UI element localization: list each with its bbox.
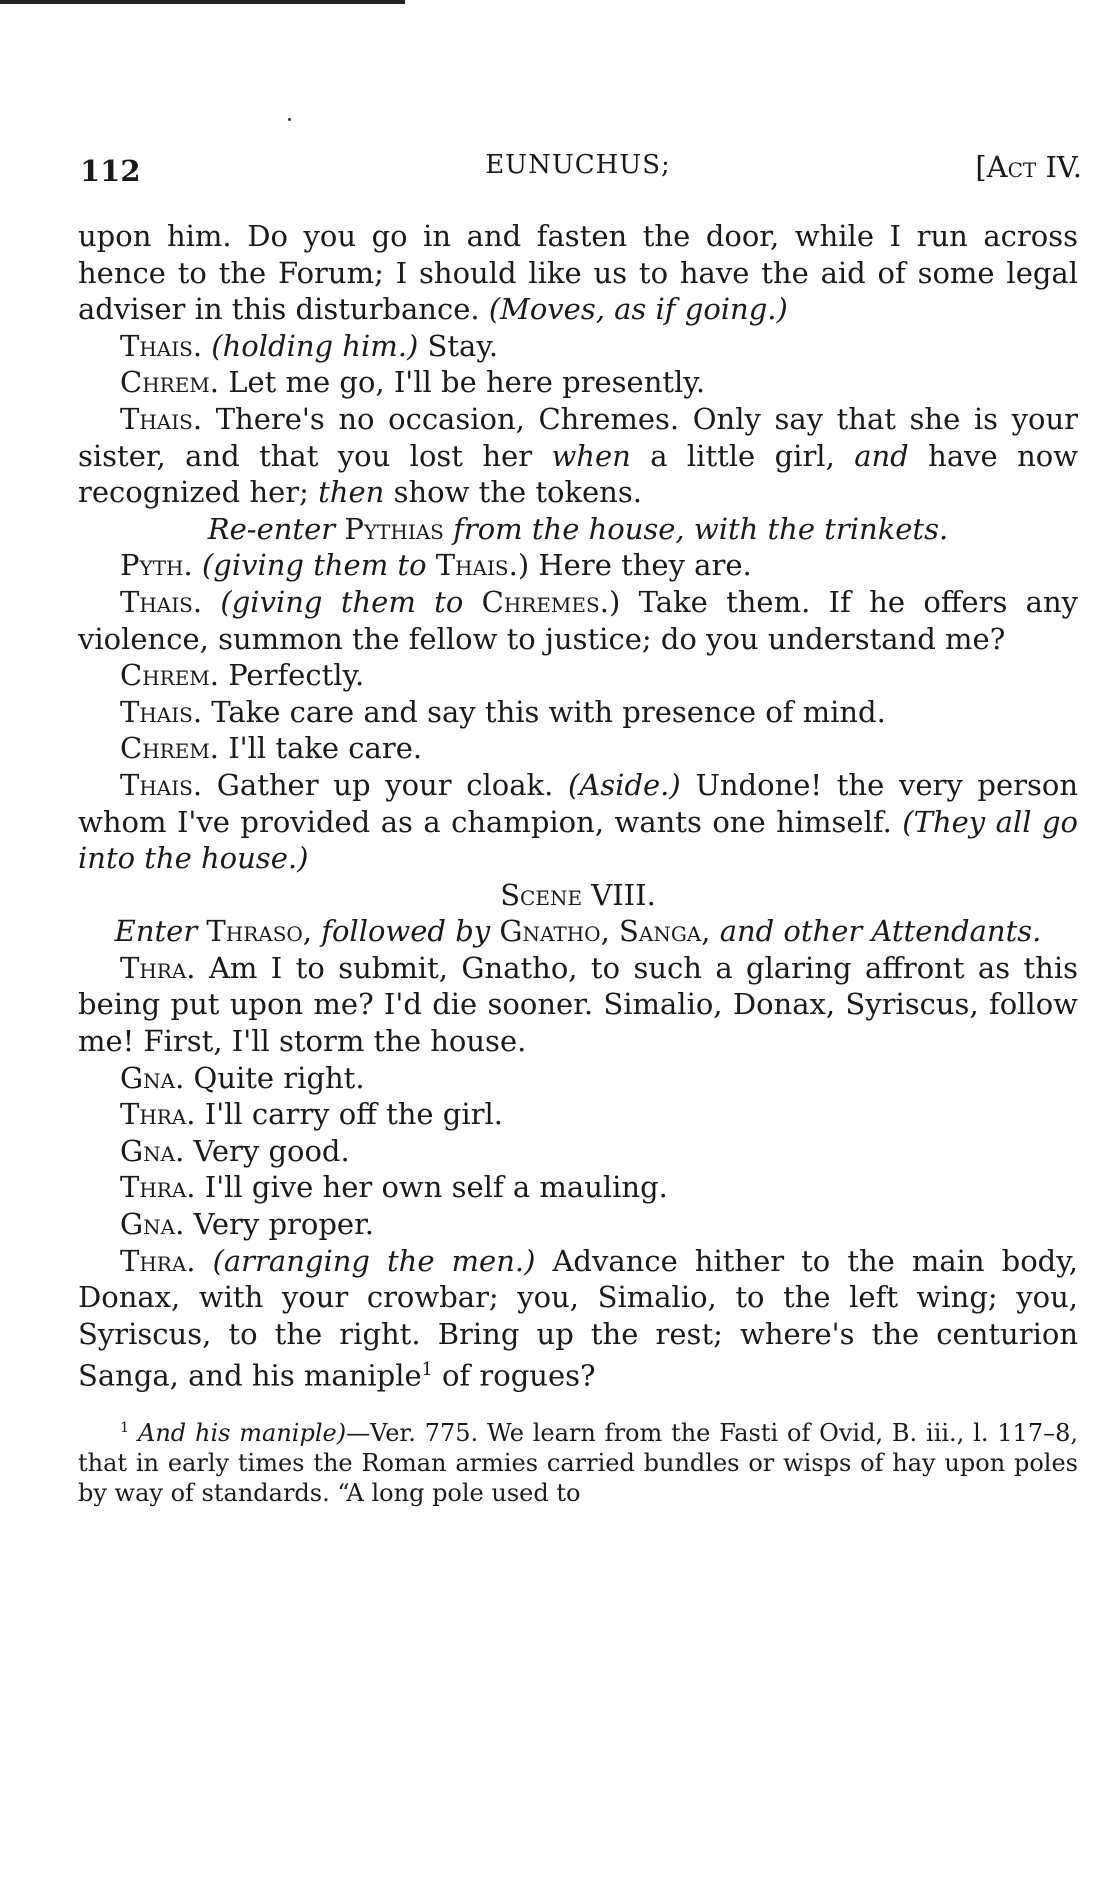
speech-text: Take care and say this with presence of mind. xyxy=(211,694,886,729)
speaker-name: Chrem. xyxy=(120,365,219,400)
speech xyxy=(78,694,1078,731)
speech-text: a little girl, xyxy=(650,438,835,473)
speaker-name: Gna. xyxy=(120,1133,185,1168)
speech-text: Gather up your cloak. xyxy=(216,767,554,802)
speech-text: Am I to submit, Gnatho, to such a glaring affront as this being put upon me? I'd die sooner. Simalio, Donax, Syriscus, follow me! First, I'll storm the house. xyxy=(78,950,1079,1059)
character-name: Chremes. xyxy=(481,584,609,619)
speech xyxy=(78,547,1078,584)
speaker-name: Gna. xyxy=(120,1207,185,1242)
speech-text: I'll take care. xyxy=(228,731,423,766)
scene-heading: Scene VIII. xyxy=(500,877,656,912)
speech-text: of rogues? xyxy=(441,1359,596,1394)
speech-text: Undone! the very person whom I've provided as a champion, wants one himself. xyxy=(78,767,1079,839)
footnote-text: —Ver. 775. We learn from the Fasti of Ovid, B. iii., l. 117–8, that in early times the Roman armies carried bundles or wisps of hay upon poles by way of standards. “A long pole used to xyxy=(78,1418,1078,1507)
character-name: Thais. xyxy=(435,548,518,583)
speaker-name: Thais. xyxy=(120,767,203,802)
stage-direction: (arranging the men.) xyxy=(212,1243,536,1278)
speech-text: Quite right. xyxy=(193,1060,365,1095)
running-title: EUNUCHUS; xyxy=(485,150,671,180)
speaker-name: Gna. xyxy=(120,1060,185,1095)
stage-direction: from the house, with the trinkets. xyxy=(453,511,949,546)
emphasis: when xyxy=(551,438,631,473)
speech-text: Perfectly. xyxy=(228,658,365,693)
speaker-name: Thra. xyxy=(120,1170,196,1205)
stage-direction: (They all go into the house.) xyxy=(78,804,1078,876)
stage-direction: and other Attendants. xyxy=(719,914,1042,949)
speaker-name: Thais. xyxy=(120,584,203,619)
punctuation: ) xyxy=(517,548,530,583)
page-number: 112 xyxy=(80,154,141,188)
speech xyxy=(78,1060,1078,1097)
speech xyxy=(78,1169,1078,1206)
stage-direction: (giving them to xyxy=(220,584,464,619)
punctuation: ) xyxy=(608,584,621,619)
act-reference: [Act IV. xyxy=(975,150,1082,184)
stage-direction: (Moves, as if going.) xyxy=(488,292,788,327)
footnote-lemma: And his maniple) xyxy=(138,1418,347,1447)
speaker-name: Thra. xyxy=(120,1243,196,1278)
speech xyxy=(78,767,1078,877)
speech-text: show the tokens. xyxy=(393,475,642,510)
speech-text: Let me go, I'll be here presently. xyxy=(228,365,706,400)
footnote-reference: 1 xyxy=(421,1360,433,1381)
entrance-direction xyxy=(78,511,1078,548)
stage-direction: (holding him.) xyxy=(211,328,419,363)
speech xyxy=(78,657,1078,694)
speaker-name: Thais. xyxy=(120,328,203,363)
stage-direction: Enter xyxy=(114,914,198,949)
entrance-direction xyxy=(78,913,1078,950)
running-header xyxy=(78,150,1082,200)
character-name: Thraso, xyxy=(206,914,313,949)
speech-text: Advance hither to the main body, Donax, with your crowbar; you, Simalio, to the left wing; you, Syriscus, to the right. Bring up the rest; where's the centurion Sanga, and his maniple xyxy=(78,1243,1078,1394)
character-name: Pythias xyxy=(344,511,444,546)
footnote-marker: 1 xyxy=(120,1419,130,1436)
speaker-name: Pyth. xyxy=(120,548,193,583)
speech xyxy=(78,584,1078,657)
paragraph xyxy=(78,218,1078,328)
speech xyxy=(78,401,1078,511)
speech-text: Very proper. xyxy=(193,1207,374,1242)
speaker-name: Chrem. xyxy=(120,658,219,693)
speech xyxy=(78,1243,1078,1395)
stage-direction: (Aside.) xyxy=(568,767,681,802)
speaker-name: Thra. xyxy=(120,950,196,985)
speech-text: Stay. xyxy=(427,328,499,363)
page xyxy=(78,150,1082,1532)
character-name: Gnatho, xyxy=(499,914,610,949)
speech-text: There's no occasion, Chremes. Only say that she is your sister, and that you lost her xyxy=(78,401,1079,473)
speech xyxy=(78,730,1078,767)
text-body xyxy=(78,218,1078,1395)
speech-text: I'll give her own self a mauling. xyxy=(204,1170,668,1205)
speaker-name: Chrem. xyxy=(120,731,219,766)
emphasis: and xyxy=(854,438,909,473)
speaker-name: Thais. xyxy=(120,694,203,729)
speech xyxy=(78,950,1078,1060)
stage-direction: (giving them to xyxy=(201,548,427,583)
speech-text: have now recognized her; xyxy=(78,438,1079,510)
speaker-name: Thais. xyxy=(120,401,203,436)
speech-text: I'll carry off the girl. xyxy=(204,1097,503,1132)
speech xyxy=(78,364,1078,401)
stage-direction: Re-enter xyxy=(207,511,336,546)
emphasis: then xyxy=(318,475,385,510)
ink-speck xyxy=(288,118,291,121)
speech-text: Very good. xyxy=(193,1133,350,1168)
character-name: Sanga, xyxy=(619,914,711,949)
top-edge-rule xyxy=(0,0,405,4)
speech xyxy=(78,328,1078,365)
speaker-name: Thra. xyxy=(120,1097,196,1132)
footnote xyxy=(78,1413,1078,1508)
speech xyxy=(78,1133,1078,1170)
speech-text: upon him. Do you go in and fasten the door, while I run across hence to the Forum; I should like us to have the aid of some legal adviser in this disturbance. xyxy=(78,219,1078,327)
speech-text: Here they are. xyxy=(538,548,752,583)
speech xyxy=(78,1206,1078,1243)
stage-direction: followed by xyxy=(321,914,491,949)
speech xyxy=(78,1096,1078,1133)
speech-text: Take them. If he offers any violence, summon the fellow to justice; do you understand me? xyxy=(78,584,1079,656)
